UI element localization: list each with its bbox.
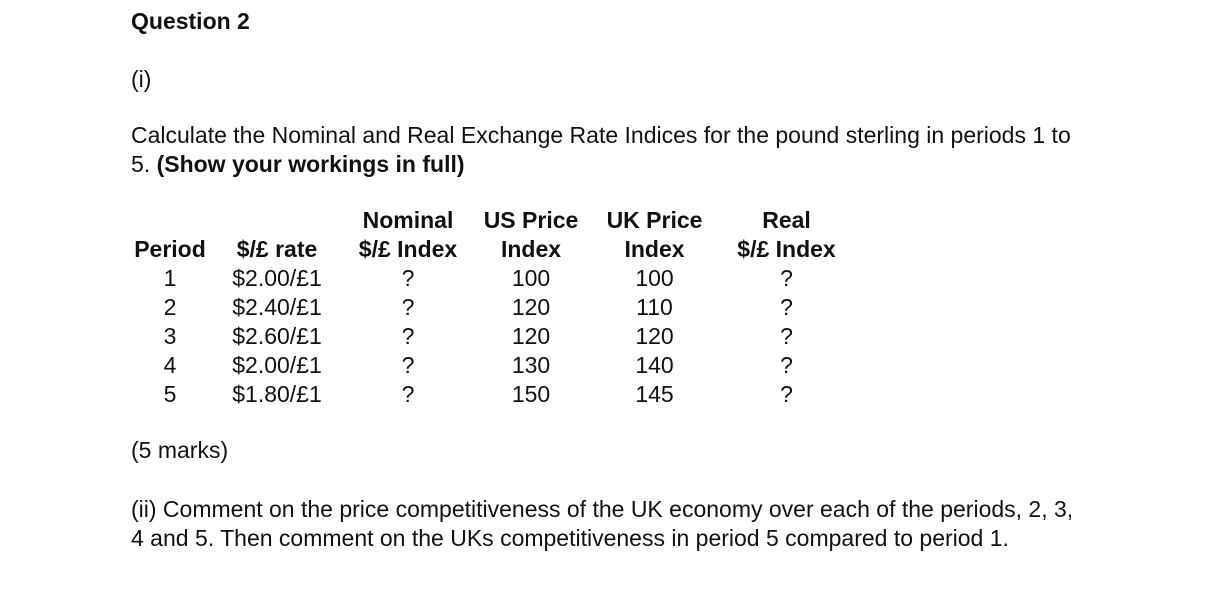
- real-index-cell: ?: [780, 265, 793, 291]
- real-index-cell: ?: [780, 352, 793, 378]
- nominal-index-cell: ?: [401, 323, 415, 349]
- uk-price-cell: 145: [635, 381, 674, 407]
- header-rate: $/£ rate: [236, 236, 318, 262]
- header-nominal-top: Nominal: [362, 207, 454, 233]
- us-price-cell: 130: [511, 352, 551, 378]
- us-price-cell: 150: [511, 381, 551, 407]
- us-price-cell: 100: [511, 265, 551, 291]
- exchange-rate-table: [131, 206, 855, 409]
- header-uk-price-index: Index: [624, 236, 685, 262]
- us-price-cell: 120: [511, 323, 551, 349]
- nominal-index-cell: ?: [401, 294, 415, 320]
- rate-cell: $1.80/£1: [232, 381, 322, 407]
- table-row: [131, 380, 855, 409]
- instructions-text: Calculate the Nominal and Real Exchange Rate Indices for the pound sterling in periods 1 to 5.: [131, 122, 1071, 177]
- header-rate-top: [209, 206, 345, 235]
- real-index-cell: ?: [780, 323, 793, 349]
- part-i-label: (i): [131, 66, 152, 92]
- period-cell: 1: [163, 265, 177, 291]
- uk-price-cell: 140: [635, 352, 674, 378]
- table-header-row-2: [131, 235, 855, 264]
- header-period: Period: [134, 236, 206, 262]
- nominal-index-cell: ?: [401, 352, 415, 378]
- period-cell: 4: [163, 352, 177, 378]
- question-heading: Question 2: [131, 8, 250, 34]
- real-index-cell: ?: [780, 381, 793, 407]
- header-period-top: [131, 206, 209, 235]
- period-cell: 5: [163, 381, 177, 407]
- period-cell: 3: [163, 323, 177, 349]
- nominal-index-cell: ?: [401, 381, 415, 407]
- uk-price-cell: 120: [635, 323, 674, 349]
- rate-cell: $2.60/£1: [232, 323, 322, 349]
- table-row: [131, 351, 855, 380]
- nominal-index-cell: ?: [401, 265, 415, 291]
- period-cell: 2: [163, 294, 177, 320]
- header-real-index: $/£ Index: [737, 236, 836, 262]
- instructions-bold-note: (Show your workings in full): [156, 151, 465, 177]
- header-us-price-index: Index: [500, 236, 562, 262]
- header-real-top: Real: [762, 207, 811, 233]
- uk-price-cell: 110: [636, 294, 673, 320]
- table-row: [131, 293, 855, 322]
- table-row: [131, 322, 855, 351]
- uk-price-cell: 100: [635, 265, 674, 291]
- rate-cell: $2.40/£1: [232, 294, 322, 320]
- header-nominal-index: $/£ Index: [358, 236, 458, 262]
- rate-cell: $2.00/£1: [232, 265, 322, 291]
- rate-cell: $2.00/£1: [232, 352, 322, 378]
- instructions-paragraph: [131, 121, 1091, 179]
- table-row: [131, 264, 855, 293]
- table-header-row-1: [131, 206, 855, 235]
- real-index-cell: ?: [780, 294, 793, 320]
- part-ii-paragraph: (ii) Comment on the price competitiveness of the UK economy over each of the periods, 2, 3, 4 and 5. Then comment on the UKs competitiveness in period 5 compared to period 1.: [131, 496, 1074, 551]
- us-price-cell: 120: [511, 294, 551, 320]
- header-us-price-top: US Price: [483, 207, 579, 233]
- marks-label: (5 marks): [131, 437, 229, 463]
- header-uk-price-top: UK Price: [606, 207, 703, 233]
